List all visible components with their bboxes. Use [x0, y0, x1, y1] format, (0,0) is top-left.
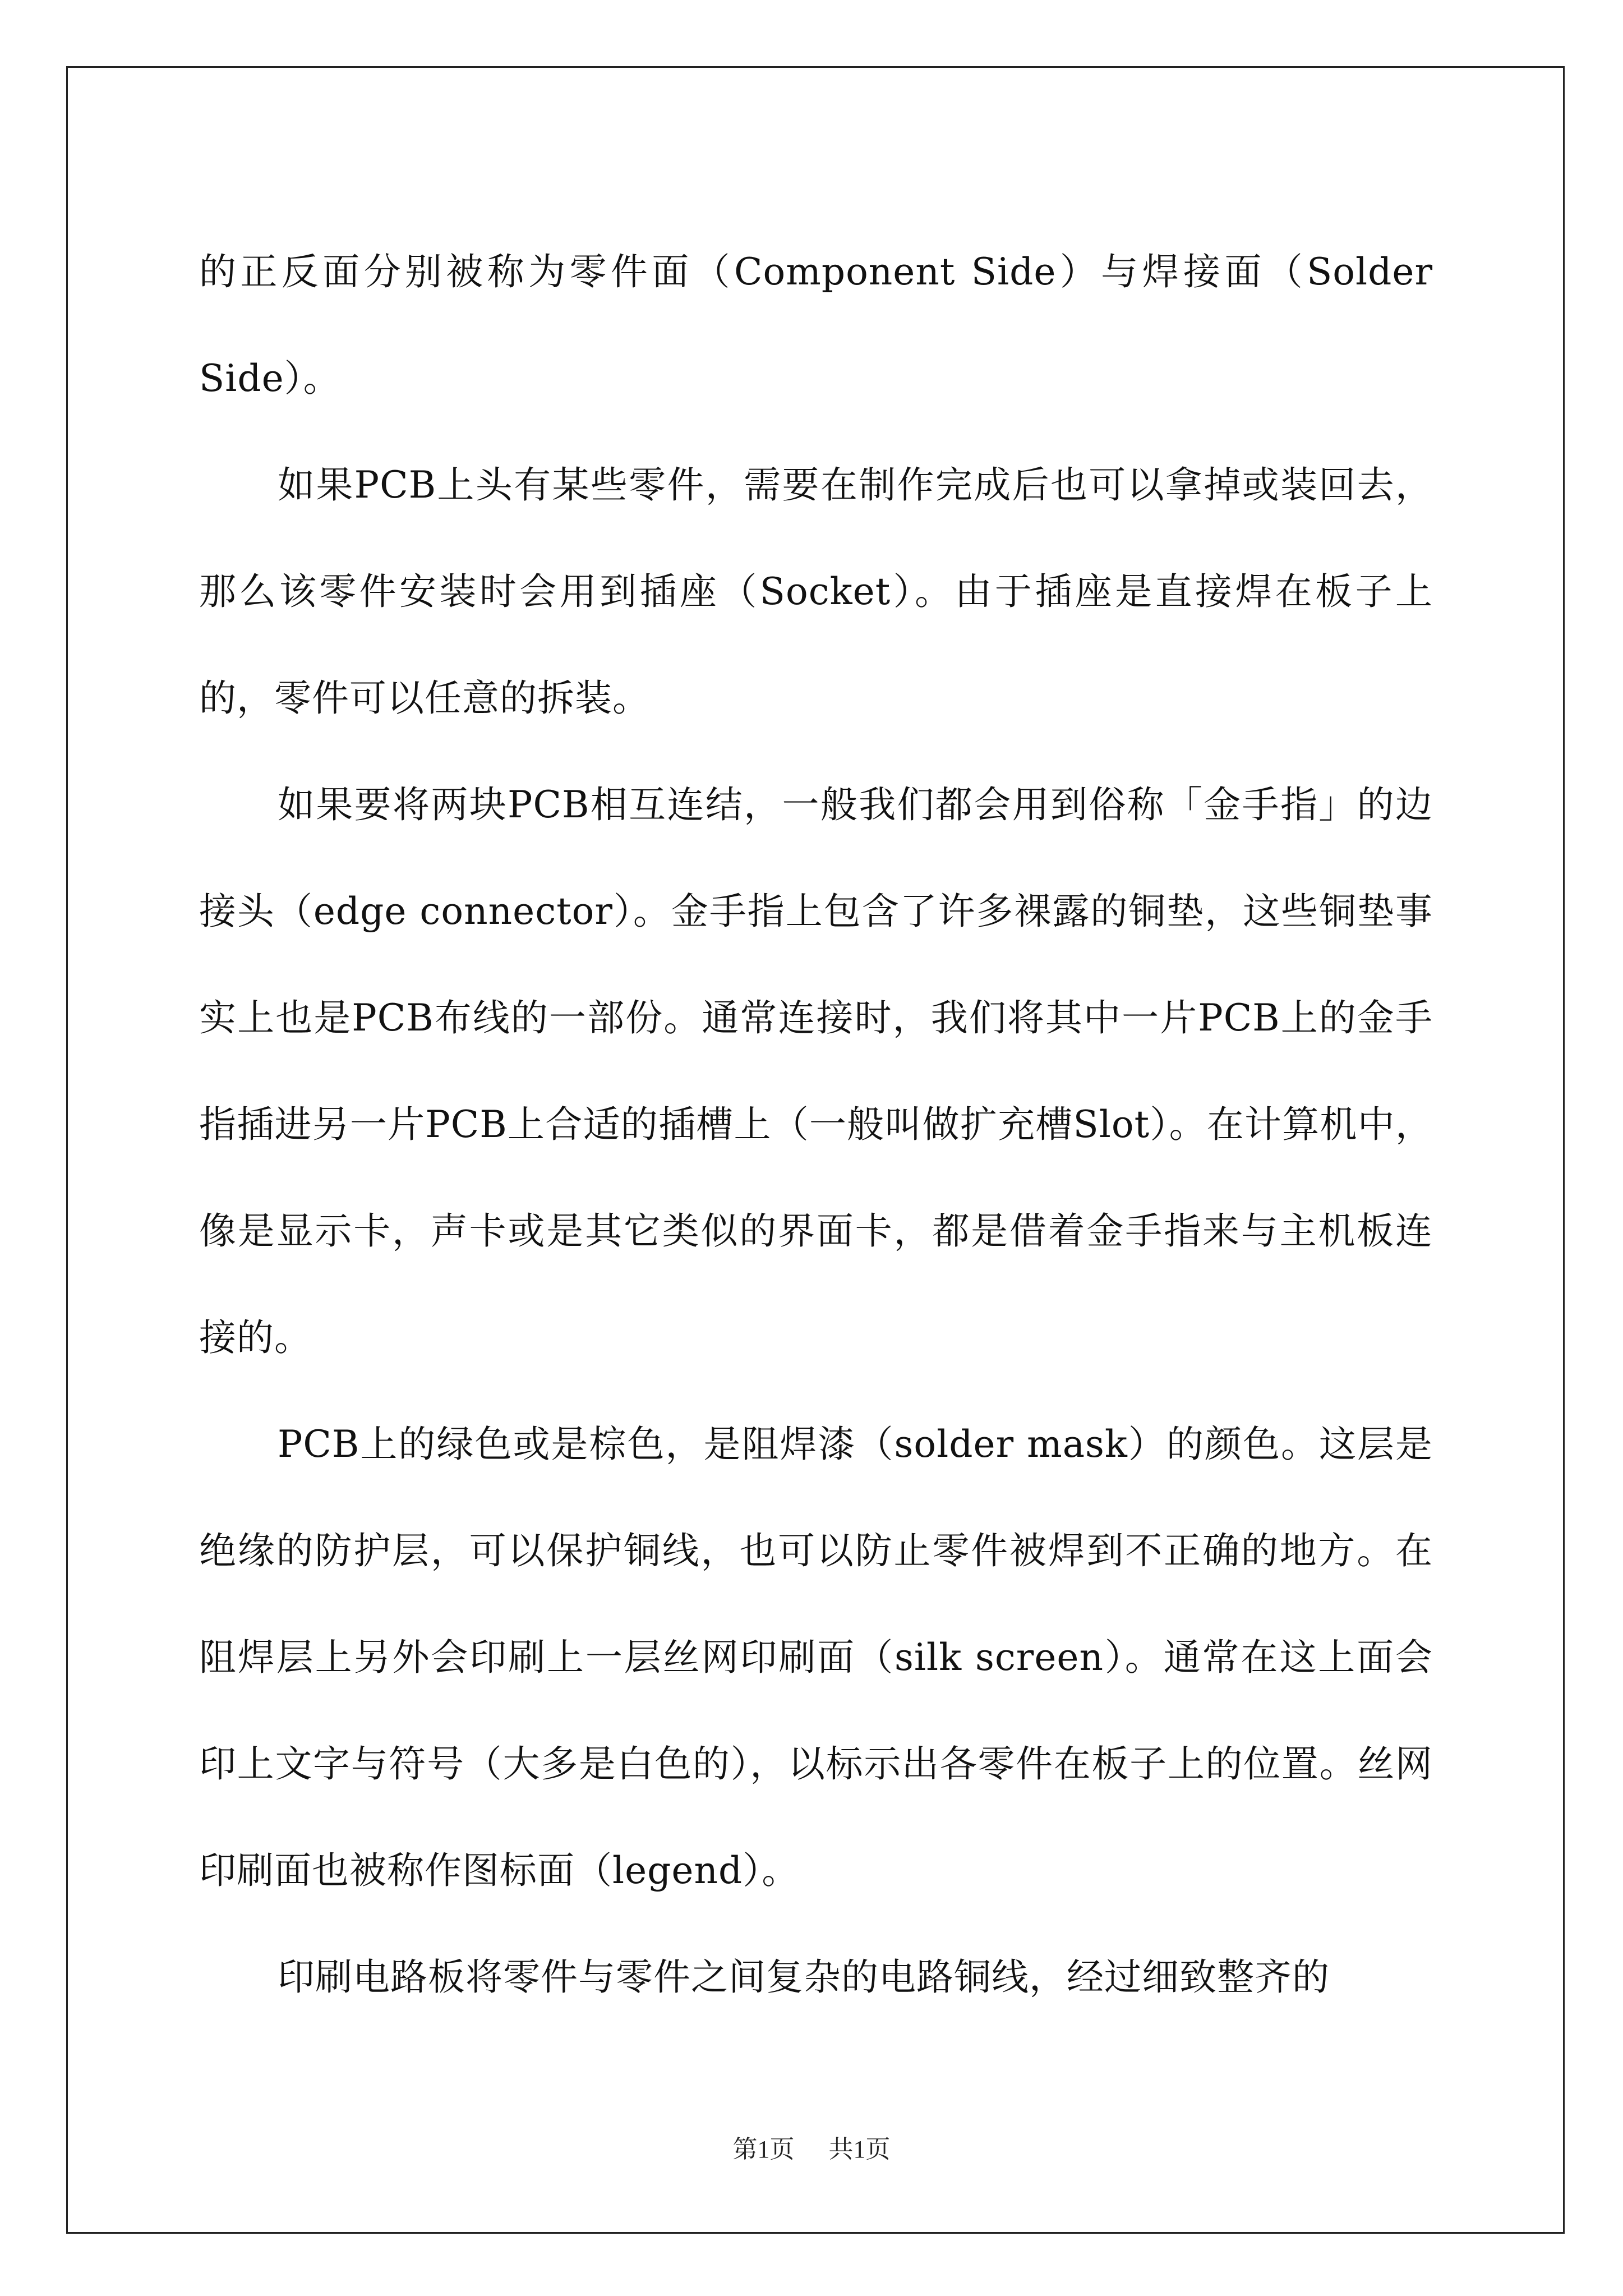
paragraph-1: 的正反面分别被称为零件面（Component Side）与焊接面（Solder Side）。 — [199, 250, 1433, 400]
paragraph-2: 如果PCB上头有某些零件，需要在制作完成后也可以拿掉或装回去，那么该零件安装时会用到插座（Socket）。由于插座是直接焊在板子上的，零件可以任意的拆装。 — [199, 463, 1433, 720]
paragraph-4: PCB上的绿色或是棕色，是阻焊漆（solder mask）的颜色。这层是绝缘的防护层，可以保护铜线，也可以防止零件被焊到不正确的地方。在阻焊层上另外会印刷上一层丝网印刷面（silk screen）。通常在这上面会印上文字与符号（大多是白色的），以标示出各零件在板子上的位置。丝网印刷面也被称作图标面（legend）。 — [199, 1423, 1433, 1892]
page-footer — [0, 2129, 1623, 2165]
document-body — [199, 219, 1433, 2031]
paragraph-3: 如果要将两块PCB相互连结，一般我们都会用到俗称「金手指」的边接头（edge connector）。金手指上包含了许多裸露的铜垫，这些铜垫事实上也是PCB布线的一部份。通常连接时，我们将其中一片PCB上的金手指插进另一片PCB上合适的插槽上（一般叫做扩充槽Slot）。在计算机中，像是显示卡，声卡或是其它类似的界面卡，都是借着金手指来与主机板连接的。 — [199, 783, 1433, 1359]
paragraph-5: 印刷电路板将零件与零件之间复杂的电路铜线，经过细致整齐的 — [278, 1955, 1330, 1999]
page-number-total: 共1页 — [828, 2136, 891, 2163]
page-number-current: 第1页 — [732, 2136, 795, 2163]
